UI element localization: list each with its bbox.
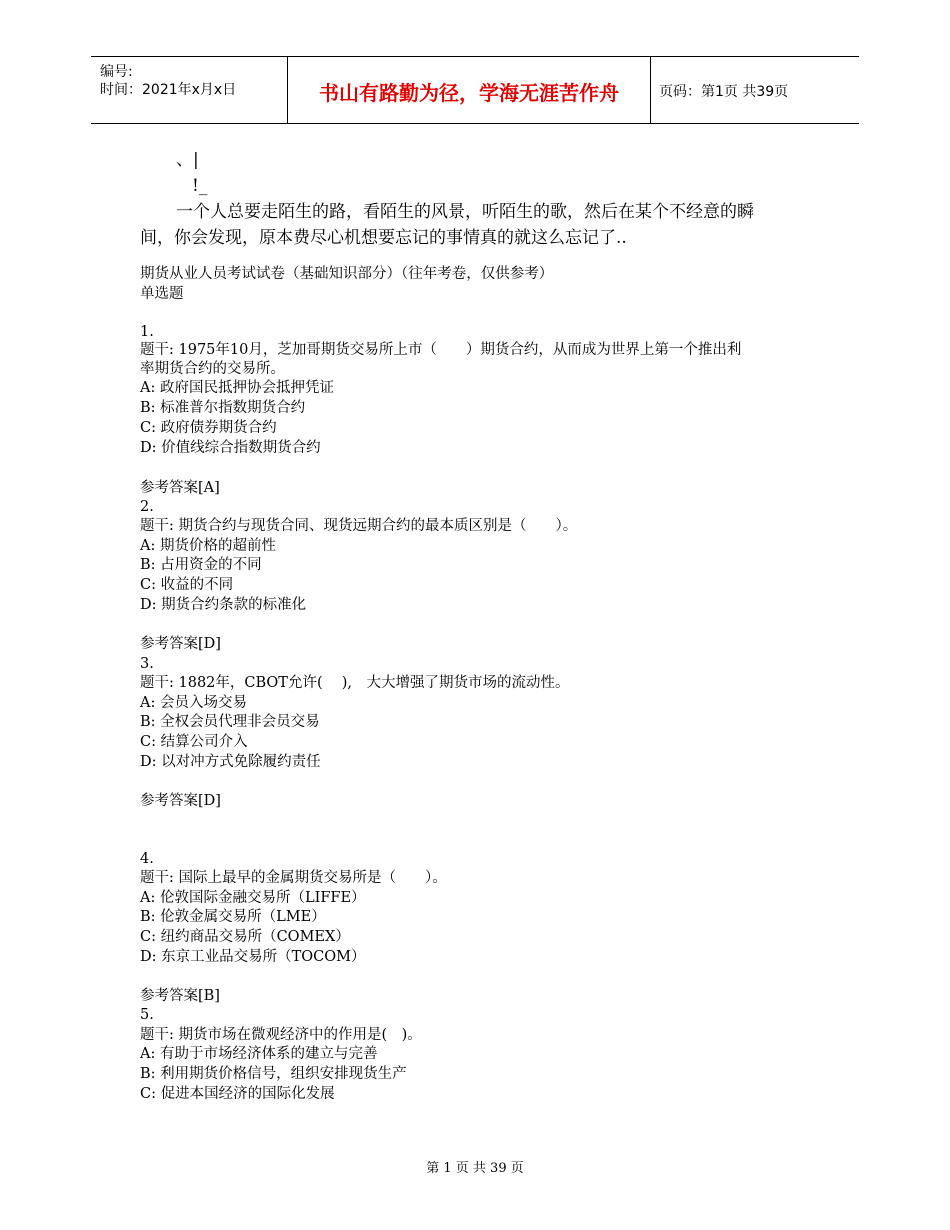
question-stem: 题干: 期货合约与现货合同、现货远期合约的最本质区别是（ ）。 [140, 518, 578, 534]
question-number: 5. [140, 1007, 154, 1023]
option-c: C: 结算公司介入 [140, 734, 248, 750]
option-a: A: 有助于市场经济体系的建立与完善 [140, 1046, 378, 1062]
question-number: 4. [140, 851, 154, 867]
option-a: A: 政府国民抵押协会抵押凭证 [140, 380, 334, 396]
option-c: C: 政府债券期货合约 [140, 420, 277, 436]
question-number: 1. [140, 324, 154, 340]
question-stem: 题干: 国际上最早的金属期货交易所是（ ）。 [140, 870, 447, 886]
question-stem: 题干: 1975年10月，芝加哥期货交易所上市（ ）期货合约，从而成为世界上第一个推出利 [140, 342, 742, 358]
option-b: B: 全权会员代理非会员交易 [140, 714, 320, 730]
option-b: B: 占用资金的不同 [140, 557, 262, 573]
option-d: D: 东京工业品交易所（TOCOM） [140, 949, 366, 965]
intro-line-2: 间，你会发现，原本费尽心机想要忘记的事情真的就这么忘记了.. [140, 228, 627, 248]
option-d: D: 价值线综合指数期货合约 [140, 440, 321, 456]
option-d: D: 以对冲方式免除履约责任 [140, 754, 321, 770]
option-b: B: 标准普尔指数期货合约 [140, 400, 306, 416]
question-number: 2. [140, 499, 154, 515]
option-c: C: 纽约商品交易所（COMEX） [140, 929, 350, 945]
motto: 书山有路勤为径，学海无涯苦作舟 [319, 81, 619, 105]
scan-mark-2: !_ [192, 176, 208, 196]
header-motto-cell [287, 57, 651, 123]
header-right-cell [651, 57, 859, 123]
answer: 参考答案[B] [140, 988, 220, 1004]
option-d: D: 期货合约条款的标准化 [140, 597, 307, 613]
scan-mark-1: 、| [176, 150, 199, 170]
question-stem-cont: 率期货合约的交易所。 [140, 361, 285, 377]
time-label: 时间：2021年x月x日 [100, 82, 237, 98]
option-a: A: 伦敦国际金融交易所（LIFFE） [140, 890, 366, 906]
option-b: B: 利用期货价格信号，组织安排现货生产 [140, 1066, 407, 1082]
answer: 参考答案[D] [140, 636, 221, 652]
doc-title: 期货从业人员考试试卷（基础知识部分）（往年考卷，仅供参考） [140, 266, 554, 282]
number-label: 编号: [100, 64, 133, 80]
option-c: C: 促进本国经济的国际化发展 [140, 1086, 335, 1102]
answer: 参考答案[A] [140, 480, 220, 496]
option-a: A: 会员入场交易 [140, 695, 247, 711]
option-b: B: 伦敦金属交易所（LME） [140, 909, 326, 925]
section-label: 单选题 [140, 286, 184, 302]
page-footer: 第 1 页 共 39 页 [426, 1161, 524, 1176]
answer: 参考答案[D] [140, 793, 221, 809]
page-header [91, 56, 859, 124]
header-left-cell [91, 57, 286, 123]
question-number: 3. [140, 656, 154, 672]
page-info: 页码：第1页 共39页 [659, 84, 789, 100]
option-a: A: 期货价格的超前性 [140, 538, 276, 554]
option-c: C: 收益的不同 [140, 577, 234, 593]
question-stem: 题干: 1882年，CBOT允许( ), 大大增强了期货市场的流动性。 [140, 675, 570, 691]
question-stem: 题干: 期货市场在微观经济中的作用是( )。 [140, 1027, 422, 1043]
intro-line-1: 一个人总要走陌生的路，看陌生的风景，听陌生的歌，然后在某个不经意的瞬 [176, 202, 754, 222]
